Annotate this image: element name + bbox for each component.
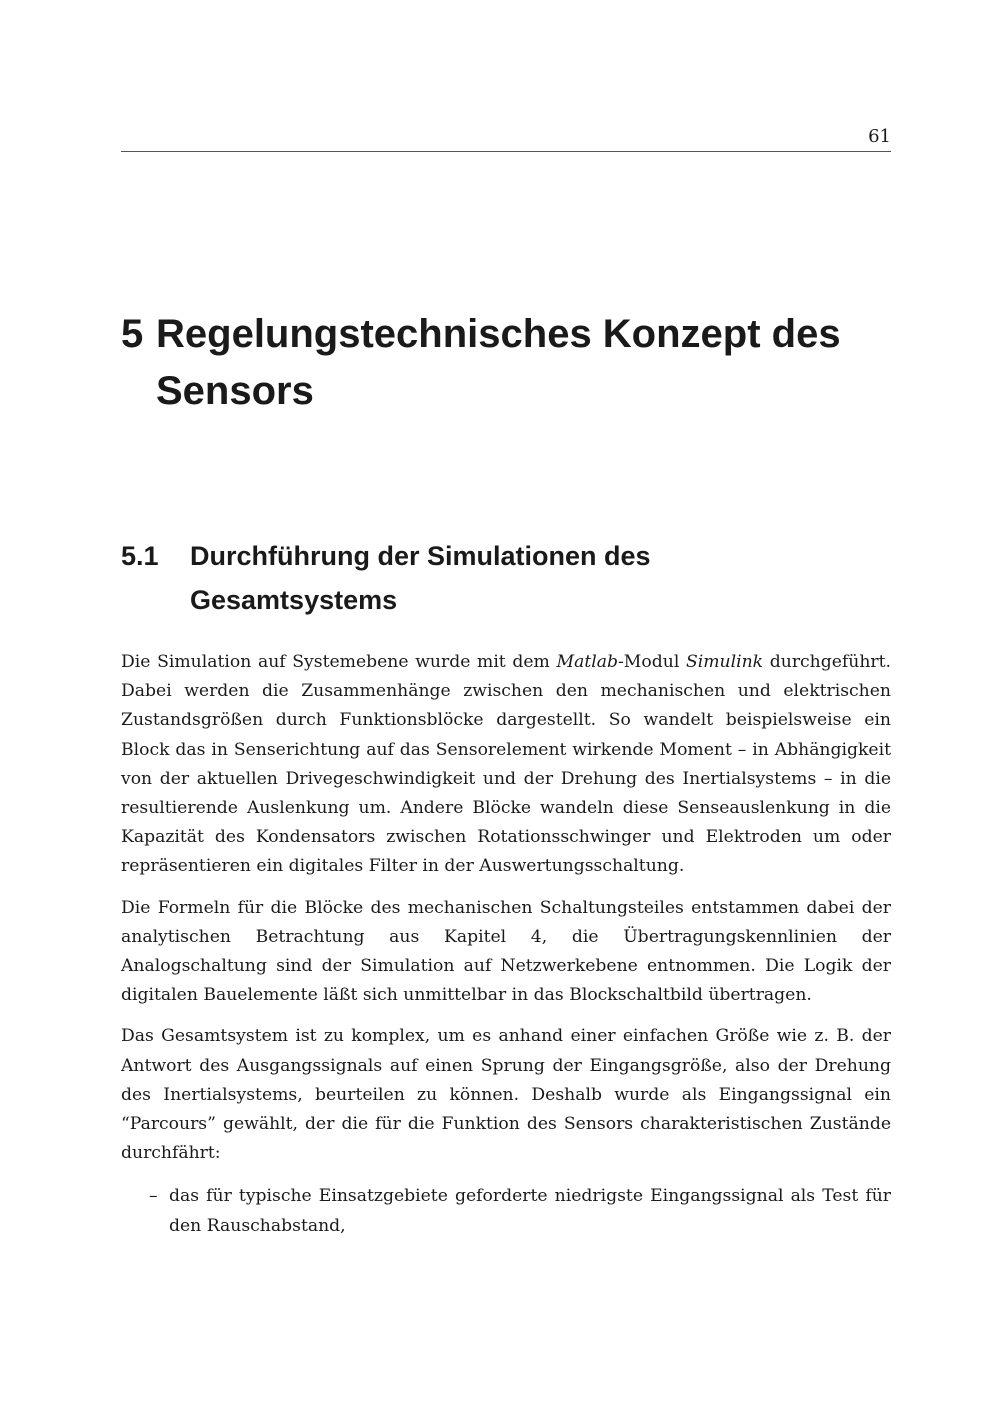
chapter-heading [121, 306, 901, 420]
chapter-title-line2: Sensors [156, 369, 314, 413]
chapter-title-line1: Regelungstechnisches Konzept des [156, 312, 841, 356]
list-item [149, 1182, 891, 1240]
paragraph-1 [121, 648, 891, 882]
simulink-term: Simulink [685, 652, 764, 672]
paragraph-3: Das Gesamtsystem ist zu komplex, um es anhand einer einfachen Größe wie z. B. der Antwort des Ausgangssignals auf einen Sprung der Eingangsgröße, also der Drehung des Inertialsystems, beurteilen zu können. Deshalb wurde als Eingangssignal ein “Parcours” gewählt, der die für die Funktion des Sensors charakteristischen Zustände durchfährt: [121, 1026, 891, 1164]
section-title-line2: Gesamtsystems [190, 585, 398, 615]
paragraph-2: Die Formeln für die Blöcke des mechanischen Schaltungsteiles entstammen dabei der analytischen Betrachtung aus Kapitel 4, die Übertragungskennlinien der Analogschaltung sind der Simulation auf Netzwerkebene entnommen. Die Logik der digitalen Bauelemente läßt sich unmittelbar in das Blockschaltbild übertragen. [121, 897, 891, 1006]
body-text [121, 648, 891, 1241]
section-number: 5.1 [121, 541, 159, 571]
header-rule [121, 151, 891, 152]
chapter-number: 5 [121, 312, 144, 356]
section-title-line1: Durchführung der Simulationen des [190, 541, 651, 571]
paragraph-1-text-c: durchgeführt. Dabei werden die Zusammenhänge zwischen den mechanischen und elektrischen Zustandsgrößen durch Funktionsblöcke dargestellt. So wandelt beispielsweise ein Block das in Senserichtung auf das Sensorelement wirkende Moment – in Abhängigkeit von der aktuellen Drivegeschwindigkeit und der Drehung des Inertialsystems – in die resultierende Auslenkung um. Andere Blöcke wandeln diese Senseauslenkung in die Kapazität des Kondensators zwischen Rotationsschwinger und Elektroden um oder repräsentieren ein digitales Filter in der Auswertungsschaltung. [121, 652, 892, 877]
dash-list [121, 1182, 891, 1240]
dash-bullet: – [149, 1186, 158, 1207]
section-heading [121, 534, 901, 622]
list-item-text: das für typische Einsatzgebiete geforderte niedrigste Eingangssignal als Test für den Rauschabstand, [169, 1186, 891, 1236]
paragraph-1-text-a: Die Simulation auf Systemebene wurde mit dem [121, 652, 557, 672]
page-number: 61 [868, 126, 891, 147]
paragraph-1-text-b: -Modul [618, 652, 686, 672]
matlab-term: Matlab [556, 652, 618, 672]
